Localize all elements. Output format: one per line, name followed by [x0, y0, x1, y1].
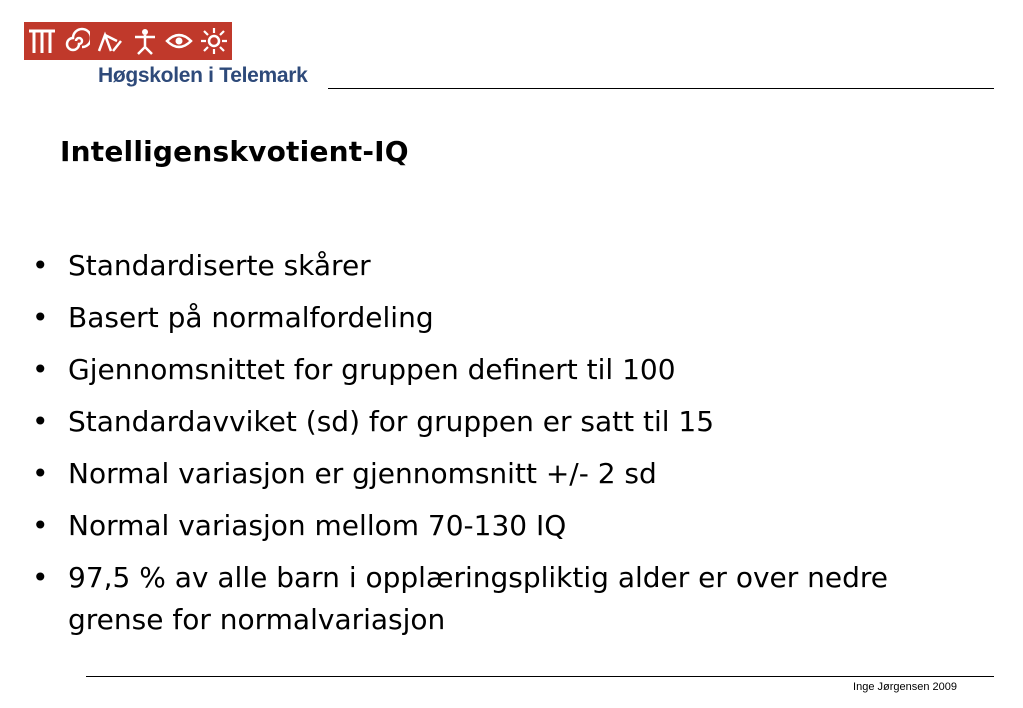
list-item — [30, 347, 990, 392]
list-item — [30, 243, 990, 288]
bullet-icon: • — [32, 301, 49, 334]
bullet-text: Normal variasjon er gjennomsnitt +/- 2 sd — [68, 457, 657, 490]
list-item — [30, 503, 990, 548]
spiral-icon — [62, 27, 90, 55]
footer-divider — [86, 676, 994, 677]
bullet-text: 97,5 % av alle barn i opplæringspliktig alder er over nedre grense for normalvariasjon — [68, 561, 889, 636]
eye-icon — [164, 27, 194, 55]
bullet-icon: • — [32, 249, 49, 282]
list-item — [30, 399, 990, 444]
list-item — [30, 555, 990, 641]
bullet-text: Standardiserte skårer — [68, 249, 371, 282]
bullet-text: Standardavviket (sd) for gruppen er satt til 15 — [68, 405, 715, 438]
bullet-icon: • — [32, 457, 49, 490]
list-item — [30, 295, 990, 340]
footer-author: Inge Jørgensen 2009 — [853, 681, 957, 693]
human-figure-icon — [131, 27, 159, 55]
bullet-icon: • — [32, 353, 49, 386]
bullet-text: Gjennomsnittet for gruppen definert til 100 — [68, 353, 676, 386]
header-divider — [328, 88, 994, 89]
bullet-icon: • — [32, 509, 49, 542]
logo-rock-carvings-band — [24, 22, 232, 60]
bullet-icon: • — [32, 405, 49, 438]
slide-title: Intelligenskvotient-IQ — [60, 135, 409, 168]
figure-bird-icon — [95, 27, 125, 55]
bullet-list — [30, 243, 990, 648]
bullet-icon: • — [32, 561, 49, 594]
bullet-text: Basert på normalfordeling — [68, 301, 434, 334]
sun-icon — [199, 27, 229, 55]
rock-carving-icon-1 — [27, 27, 57, 55]
list-item — [30, 451, 990, 496]
school-name: Høgskolen i Telemark — [98, 64, 308, 87]
bullet-text: Normal variasjon mellom 70-130 IQ — [68, 509, 567, 542]
